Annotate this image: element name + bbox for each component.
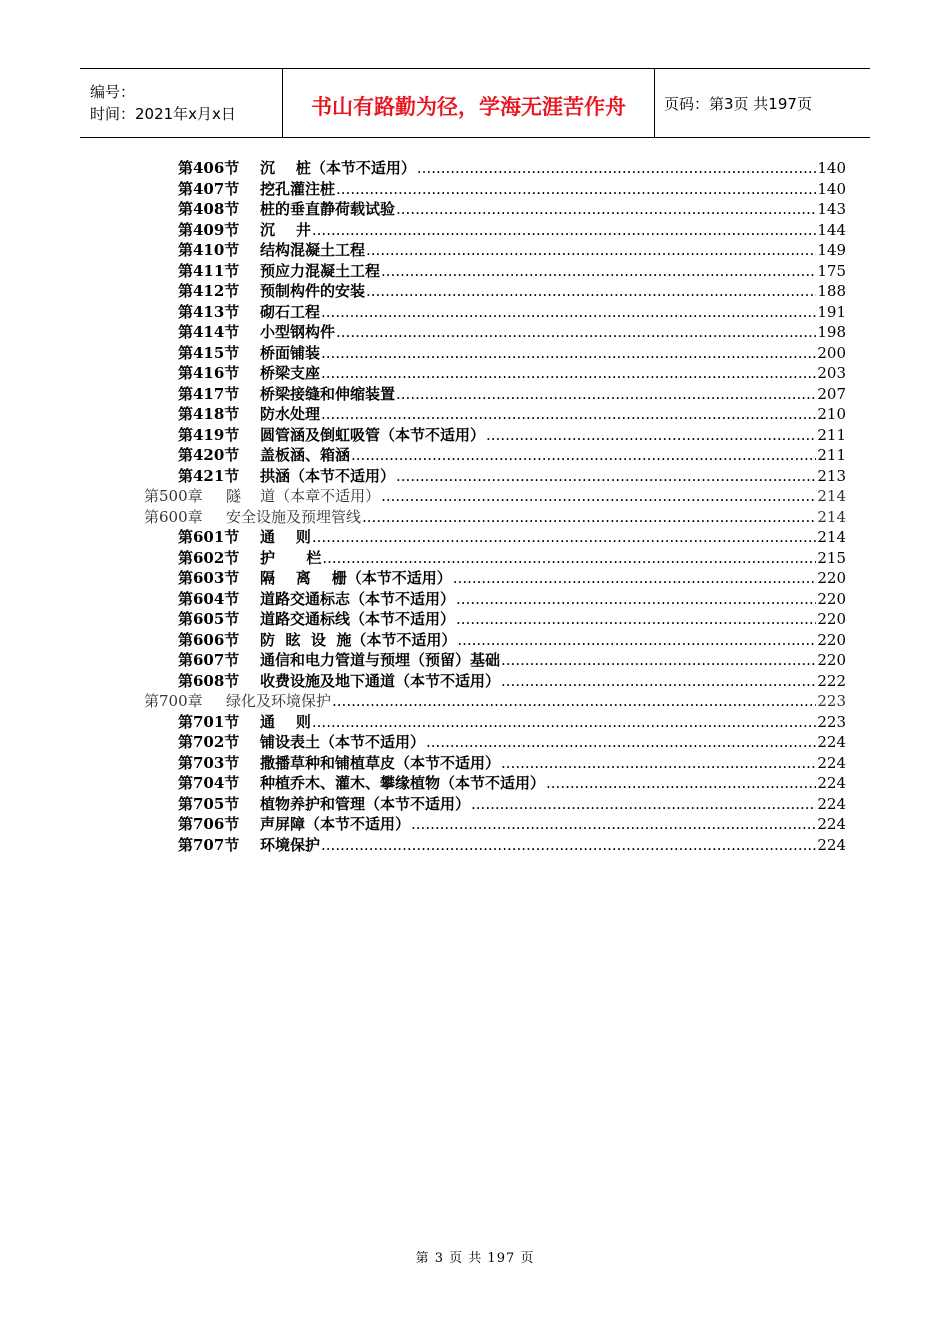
- toc-entry-line: [178, 302, 846, 323]
- toc-entry-line: [144, 507, 846, 528]
- toc-entry-line: [178, 773, 846, 794]
- toc-entry-number: 第707节: [178, 835, 240, 854]
- toc-entry-line: [178, 445, 846, 466]
- toc-entry-title: 拱涵（本节不适用）: [260, 466, 396, 485]
- toc-section-entry[interactable]: [0, 261, 950, 282]
- toc-leader-dots: [312, 527, 816, 548]
- toc-entry-page: 207: [817, 384, 846, 403]
- toc-chapter-entry[interactable]: [0, 507, 950, 528]
- toc-entry-number: 第703节: [178, 753, 240, 772]
- toc-entry-page: 224: [817, 835, 846, 854]
- toc-entry-number: 第602节: [178, 548, 240, 567]
- toc-entry-line: [178, 835, 846, 856]
- toc-entry-line: [178, 650, 846, 671]
- footer-page-number: 第 3 页 共 197 页: [415, 1251, 535, 1266]
- toc-entry-number: 第410节: [178, 241, 240, 259]
- toc-entry-number: 第700章: [144, 692, 203, 710]
- toc-leader-dots: [332, 691, 816, 712]
- toc-entry-line: [178, 527, 846, 548]
- toc-leader-dots: [312, 712, 816, 733]
- toc-section-entry[interactable]: [0, 548, 950, 569]
- toc-leader-dots: [501, 753, 816, 774]
- toc-entry-title: 结构混凝土工程: [260, 241, 366, 259]
- toc-leader-dots: [426, 732, 816, 753]
- toc-entry-line: [144, 691, 846, 712]
- toc-entry-page: 213: [817, 466, 846, 485]
- toc-entry-line: [178, 466, 846, 487]
- toc-leader-dots: [546, 773, 816, 794]
- toc-entry-number: 第605节: [178, 610, 240, 628]
- toc-entry-line: [178, 671, 846, 692]
- toc-entry-number: 第408节: [178, 200, 240, 218]
- toc-entry-page: 175: [817, 261, 846, 280]
- toc-entry-page: 214: [817, 528, 846, 546]
- toc-entry-page: 211: [817, 446, 846, 464]
- toc-section-entry[interactable]: [0, 773, 950, 794]
- toc-section-entry[interactable]: [0, 220, 950, 241]
- table-of-contents: [0, 158, 950, 855]
- toc-entry-page: 203: [817, 364, 846, 382]
- toc-entry-title: 挖孔灌注桩: [260, 179, 336, 198]
- toc-section-entry[interactable]: [0, 589, 950, 610]
- toc-entry-line: [178, 794, 846, 815]
- toc-entry-page: 224: [817, 774, 846, 792]
- toc-leader-dots: [456, 609, 816, 630]
- toc-section-entry[interactable]: [0, 794, 950, 815]
- header-motto: [282, 69, 655, 137]
- toc-entry-title: 预应力混凝土工程: [260, 261, 381, 280]
- toc-entry-page: 220: [817, 589, 846, 608]
- toc-leader-dots: [417, 158, 816, 179]
- toc-entry-number: 第411节: [178, 261, 240, 280]
- toc-entry-title: 防水处理: [260, 405, 321, 423]
- toc-section-entry[interactable]: [0, 732, 950, 753]
- toc-section-entry[interactable]: [0, 404, 950, 425]
- toc-entry-page: 224: [817, 753, 846, 772]
- toc-leader-dots: [351, 445, 816, 466]
- toc-entry-title: 桥梁接缝和伸缩装置: [260, 384, 396, 403]
- toc-section-entry[interactable]: [0, 609, 950, 630]
- toc-section-entry[interactable]: [0, 445, 950, 466]
- toc-entry-line: [178, 220, 846, 241]
- toc-section-entry[interactable]: [0, 158, 950, 179]
- toc-leader-dots: [453, 568, 817, 589]
- toc-entry-number: 第704节: [178, 774, 240, 792]
- toc-section-entry[interactable]: [0, 240, 950, 261]
- toc-leader-dots: [366, 281, 816, 302]
- toc-section-entry[interactable]: [0, 302, 950, 323]
- toc-leader-dots: [362, 507, 816, 528]
- toc-entry-number: 第415节: [178, 343, 240, 362]
- toc-chapter-entry[interactable]: [0, 691, 950, 712]
- toc-entry-number: 第705节: [178, 794, 240, 813]
- toc-leader-dots: [457, 630, 816, 651]
- toc-entry-number: 第414节: [178, 323, 240, 341]
- toc-entry-line: [178, 425, 846, 446]
- page-label: 页码：第3页 共197页: [664, 94, 812, 113]
- toc-chapter-entry[interactable]: [0, 486, 950, 507]
- toc-entry-page: 191: [817, 302, 846, 321]
- toc-entry-title: 沉 井: [260, 220, 311, 239]
- motto-text: 书山有路勤为径，学海无涯苦作舟: [311, 95, 626, 119]
- toc-entry-number: 第608节: [178, 671, 240, 690]
- toc-entry-page: 224: [817, 794, 846, 813]
- toc-entry-title: 环境保护: [260, 835, 321, 854]
- toc-leader-dots: [456, 589, 816, 610]
- toc-entry-line: [178, 609, 846, 630]
- toc-leader-dots: [501, 650, 816, 671]
- toc-entry-page: 144: [817, 220, 846, 239]
- toc-entry-number: 第412节: [178, 282, 240, 300]
- toc-leader-dots: [471, 794, 816, 815]
- page-footer: [0, 1247, 950, 1266]
- toc-entry-title: 砌石工程: [260, 302, 321, 321]
- toc-entry-page: 188: [817, 282, 846, 300]
- toc-entry-title: 桩的垂直静荷载试验: [260, 200, 396, 218]
- toc-leader-dots: [312, 220, 816, 241]
- toc-section-entry[interactable]: [0, 384, 950, 405]
- toc-entry-page: 140: [817, 179, 846, 198]
- toc-section-entry[interactable]: [0, 568, 950, 589]
- toc-entry-title: 圆管涵及倒虹吸管（本节不适用）: [260, 425, 486, 444]
- toc-leader-dots: [321, 302, 816, 323]
- toc-entry-title: 护 栏: [260, 548, 322, 567]
- toc-entry-title: 桥面铺装: [260, 343, 321, 362]
- toc-entry-title: 桥梁支座: [260, 364, 321, 382]
- toc-entry-number: 第421节: [178, 466, 240, 485]
- toc-leader-dots: [396, 384, 816, 405]
- toc-entry-line: [178, 158, 846, 179]
- toc-entry-line: [178, 589, 846, 610]
- toc-leader-dots: [321, 835, 816, 856]
- toc-entry-number: 第417节: [178, 384, 240, 403]
- toc-leader-dots: [381, 486, 816, 507]
- toc-entry-page: 210: [817, 405, 846, 423]
- toc-entry-title: 撒播草种和铺植草皮（本节不适用）: [260, 753, 501, 772]
- toc-leader-dots: [486, 425, 816, 446]
- toc-entry-title: 通信和电力管道与预埋（预留）基础: [260, 651, 501, 669]
- toc-entry-page: 222: [817, 671, 846, 690]
- header-meta: [80, 69, 282, 137]
- toc-entry-number: 第407节: [178, 179, 240, 198]
- toc-entry-title: 植物养护和管理（本节不适用）: [260, 794, 471, 813]
- toc-section-entry[interactable]: [0, 425, 950, 446]
- toc-leader-dots: [336, 322, 816, 343]
- toc-section-entry[interactable]: [0, 650, 950, 671]
- toc-entry-number: 第420节: [178, 446, 240, 464]
- toc-entry-number: 第701节: [178, 712, 240, 731]
- toc-entry-page: 215: [817, 548, 846, 567]
- toc-leader-dots: [321, 404, 816, 425]
- toc-section-entry[interactable]: [0, 527, 950, 548]
- toc-entry-title: 通 则: [260, 712, 311, 731]
- toc-section-entry[interactable]: [0, 281, 950, 302]
- toc-leader-dots: [322, 548, 816, 569]
- toc-entry-page: 224: [817, 815, 846, 833]
- toc-section-entry[interactable]: [0, 712, 950, 733]
- toc-entry-line: [178, 384, 846, 405]
- toc-entry-page: 214: [817, 507, 846, 526]
- toc-entry-number: 第706节: [178, 815, 240, 833]
- toc-entry-number: 第406节: [178, 159, 240, 177]
- toc-entry-title: 隔 离 栅（本节不适用）: [260, 569, 452, 587]
- toc-section-entry[interactable]: [0, 343, 950, 364]
- toc-entry-page: 223: [817, 712, 846, 731]
- toc-entry-line: [178, 343, 846, 364]
- toc-entry-line: [178, 712, 846, 733]
- toc-section-entry[interactable]: [0, 179, 950, 200]
- toc-leader-dots: [396, 466, 816, 487]
- toc-entry-title: 种植乔木、灌木、攀缘植物（本节不适用）: [260, 774, 546, 792]
- toc-entry-number: 第418节: [178, 405, 240, 423]
- toc-entry-title: 安全设施及预埋管线: [226, 507, 362, 526]
- toc-entry-line: [178, 548, 846, 569]
- toc-entry-line: [178, 753, 846, 774]
- toc-entry-page: 149: [817, 241, 846, 259]
- toc-section-entry[interactable]: [0, 671, 950, 692]
- toc-entry-line: [178, 732, 846, 753]
- toc-section-entry[interactable]: [0, 630, 950, 651]
- header-page: [655, 69, 870, 137]
- toc-entry-title: 防 眩 设 施（本节不适用）: [260, 630, 457, 649]
- toc-entry-title: 预制构件的安装: [260, 282, 366, 300]
- serial-label: 编号：: [90, 83, 136, 101]
- toc-leader-dots: [321, 363, 816, 384]
- toc-leader-dots: [396, 199, 816, 220]
- toc-entry-title: 声屏障（本节不适用）: [260, 815, 411, 833]
- toc-entry-line: [178, 179, 846, 200]
- toc-entry-line: [178, 814, 846, 835]
- toc-entry-line: [178, 322, 846, 343]
- toc-entry-number: 第601节: [178, 528, 240, 546]
- toc-entry-line: [178, 199, 846, 220]
- toc-section-entry[interactable]: [0, 363, 950, 384]
- toc-entry-page: 214: [817, 487, 846, 505]
- toc-entry-title: 道路交通标志（本节不适用）: [260, 589, 456, 608]
- page-header: [80, 68, 870, 138]
- toc-section-entry[interactable]: [0, 322, 950, 343]
- toc-entry-number: 第500章: [144, 487, 203, 505]
- toc-entry-title: 道路交通标线（本节不适用）: [260, 610, 456, 628]
- toc-entry-number: 第413节: [178, 302, 240, 321]
- toc-entry-line: [178, 261, 846, 282]
- toc-entry-line: [178, 568, 846, 589]
- toc-entry-page: 220: [817, 630, 846, 649]
- toc-entry-page: 140: [817, 159, 846, 177]
- toc-entry-title: 通 则: [260, 528, 311, 546]
- toc-section-entry[interactable]: [0, 199, 950, 220]
- toc-entry-number: 第702节: [178, 733, 240, 751]
- toc-section-entry[interactable]: [0, 814, 950, 835]
- toc-entry-page: 211: [817, 425, 846, 444]
- toc-entry-title: 隧 道（本章不适用）: [226, 487, 381, 505]
- toc-entry-title: 铺设表土（本节不适用）: [260, 733, 426, 751]
- toc-entry-line: [178, 630, 846, 651]
- toc-entry-title: 沉 桩（本节不适用）: [260, 159, 416, 177]
- toc-entry-page: 143: [817, 200, 846, 218]
- toc-leader-dots: [501, 671, 816, 692]
- toc-leader-dots: [336, 179, 816, 200]
- toc-entry-title: 盖板涵、箱涵: [260, 446, 351, 464]
- toc-entry-page: 220: [817, 610, 846, 628]
- toc-entry-line: [178, 281, 846, 302]
- date-label: 时间：2021年x月x日: [90, 105, 236, 123]
- toc-entry-page: 198: [817, 323, 846, 341]
- toc-entry-title: 小型钢构件: [260, 323, 336, 341]
- toc-entry-page: 200: [817, 343, 846, 362]
- toc-entry-page: 220: [817, 651, 846, 669]
- toc-section-entry[interactable]: [0, 466, 950, 487]
- toc-entry-number: 第604节: [178, 589, 240, 608]
- toc-entry-title: 绿化及环境保护: [226, 692, 332, 710]
- toc-entry-number: 第606节: [178, 630, 240, 649]
- toc-entry-number: 第600章: [144, 507, 203, 526]
- toc-entry-page: 220: [817, 569, 846, 587]
- toc-entry-title: 收费设施及地下通道（本节不适用）: [260, 671, 501, 690]
- toc-entry-number: 第607节: [178, 651, 240, 669]
- toc-entry-line: [178, 404, 846, 425]
- toc-entry-line: [178, 363, 846, 384]
- toc-entry-page: 223: [817, 692, 846, 710]
- toc-leader-dots: [381, 261, 816, 282]
- toc-entry-line: [178, 240, 846, 261]
- toc-entry-number: 第409节: [178, 220, 240, 239]
- toc-leader-dots: [411, 814, 816, 835]
- toc-entry-number: 第416节: [178, 364, 240, 382]
- toc-entry-number: 第419节: [178, 425, 240, 444]
- toc-entry-page: 224: [817, 733, 846, 751]
- toc-entry-number: 第603节: [178, 569, 240, 587]
- toc-section-entry[interactable]: [0, 753, 950, 774]
- toc-section-entry[interactable]: [0, 835, 950, 856]
- toc-leader-dots: [321, 343, 816, 364]
- toc-leader-dots: [366, 240, 816, 261]
- toc-entry-line: [144, 486, 846, 507]
